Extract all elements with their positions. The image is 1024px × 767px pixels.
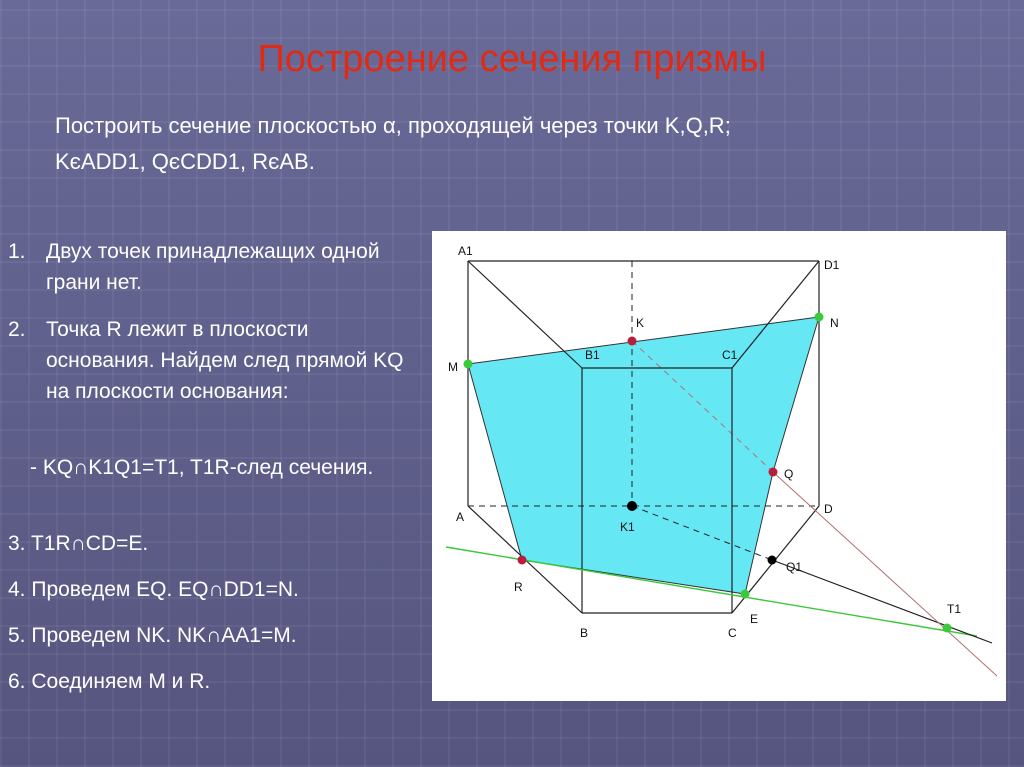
task-line-1: Построить сечение плоскостью α, проходящей через точки K,Q,R; xyxy=(55,113,731,138)
label-C1: C1 xyxy=(722,348,738,362)
step-3 xyxy=(8,528,418,559)
point-N xyxy=(815,313,824,322)
step-1-number: 1. xyxy=(8,240,26,263)
label-B1: B1 xyxy=(585,348,600,362)
step-2 xyxy=(8,314,418,407)
step-5 xyxy=(8,620,418,651)
label-D1: D1 xyxy=(824,258,840,272)
point-Q1 xyxy=(768,556,777,565)
line-Q-T1 xyxy=(773,472,997,676)
point-M xyxy=(464,360,473,369)
task-statement xyxy=(55,108,975,180)
label-N: N xyxy=(830,316,839,330)
label-K: K xyxy=(636,316,645,330)
slide-title: Построение сечения призмы xyxy=(257,38,767,80)
point-K xyxy=(628,337,637,346)
step-1 xyxy=(8,236,418,298)
step-5-text: 5. Проведем NK. NK∩AA1=M. xyxy=(8,624,297,647)
label-A: A xyxy=(456,510,465,524)
point-R xyxy=(518,556,527,565)
label-Q1: Q1 xyxy=(786,560,803,574)
prism-diagram xyxy=(432,231,1006,701)
step-2-number: 2. xyxy=(8,318,26,341)
label-A1: A1 xyxy=(458,244,473,258)
step-6-text: 6. Соединяем M и R. xyxy=(8,670,211,693)
step-1-text: Двух точек принадлежащих одной грани нет. xyxy=(46,240,380,294)
label-Q: Q xyxy=(784,467,794,481)
label-E: E xyxy=(750,612,759,626)
point-E xyxy=(741,590,750,599)
point-K1 xyxy=(627,501,637,511)
step-2-sub xyxy=(8,452,418,483)
step-2-text: Точка R лежит в плоскости основания. Найдем след прямой KQ на плоскости основания: xyxy=(46,318,404,403)
edge-A1-B1 xyxy=(468,261,582,368)
step-6 xyxy=(8,666,418,697)
step-4-text: 4. Проведем EQ. EQ∩DD1=N. xyxy=(8,578,299,601)
label-K1: K1 xyxy=(620,520,635,534)
point-T1 xyxy=(943,624,952,633)
point-Q xyxy=(769,468,778,477)
label-M: M xyxy=(448,360,458,374)
step-3-text: 3. T1R∩CD=E. xyxy=(8,532,149,555)
prism-diagram-panel xyxy=(432,231,1006,701)
label-C: C xyxy=(728,626,737,640)
step-2-sub-text: - KQ∩K1Q1=T1, T1R-след сечения. xyxy=(30,456,374,479)
label-R: R xyxy=(514,580,523,594)
label-T1: T1 xyxy=(947,602,962,616)
label-B: B xyxy=(580,626,589,640)
step-4 xyxy=(8,574,418,605)
section-polygon xyxy=(468,317,819,594)
label-D: D xyxy=(824,502,833,516)
task-line-2: KєADD1, QєCDD1, RєAB. xyxy=(55,149,315,174)
